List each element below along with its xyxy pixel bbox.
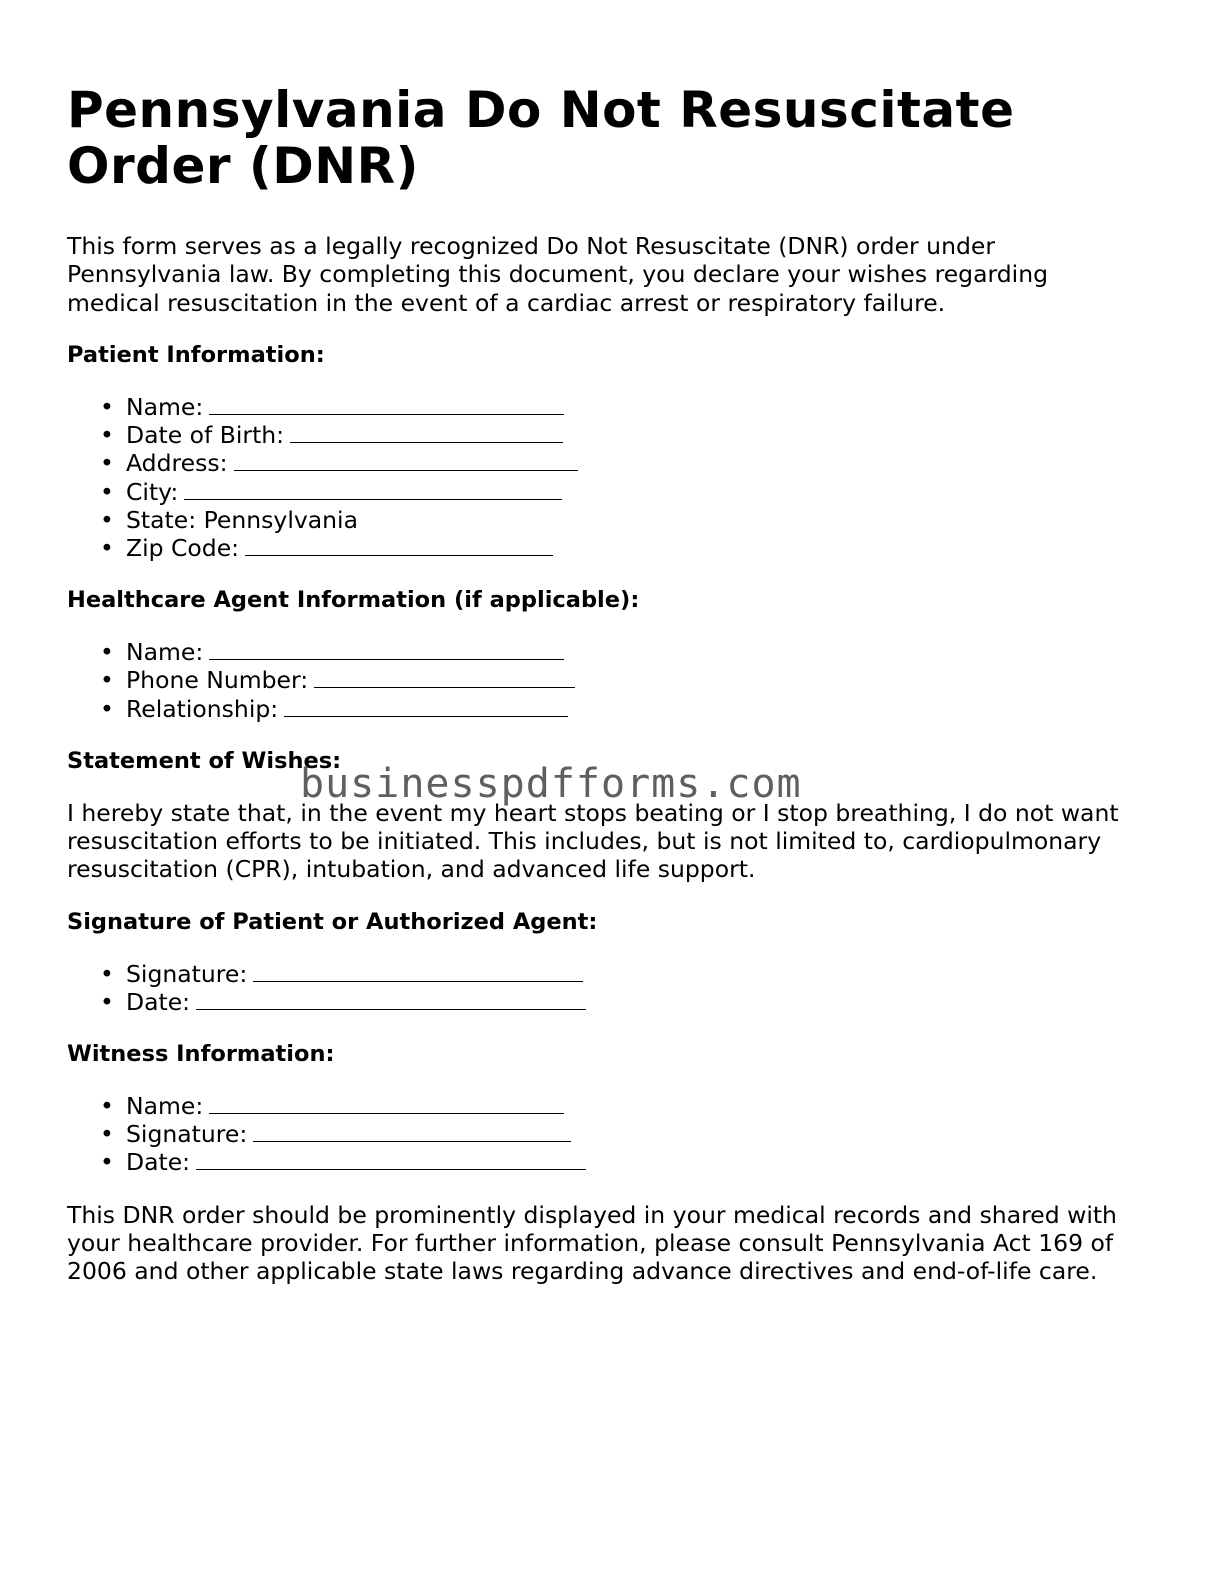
witness-heading: Witness Information: (67, 1041, 335, 1068)
patient-address-label: Address: (126, 449, 228, 478)
list-item (67, 449, 1147, 477)
witness-signature-field[interactable] (253, 1121, 571, 1142)
patient-state-value: State: Pennsylvania (126, 505, 358, 534)
patient-name-label: Name: (126, 392, 204, 421)
list-item (67, 478, 1147, 506)
wishes-heading: Statement of Wishes: (67, 747, 342, 774)
agent-name-label: Name: (126, 638, 204, 667)
list-item (67, 534, 1147, 562)
bullet-icon: • (100, 1120, 114, 1149)
bullet-icon: • (100, 477, 114, 506)
list-item (67, 988, 1147, 1016)
list-item (67, 666, 1147, 694)
bullet-icon: • (100, 421, 114, 450)
agent-info-heading: Healthcare Agent Information (if applicable): (67, 587, 640, 614)
signature-heading: Signature of Patient or Authorized Agent: (67, 908, 598, 935)
patient-date-field[interactable] (196, 989, 586, 1010)
witness-signature-label: Signature: (126, 1120, 248, 1149)
agent-phone-label: Phone Number: (126, 666, 309, 695)
patient-date-label: Date: (126, 987, 191, 1016)
patient-address-field[interactable] (234, 450, 578, 471)
patient-zip-label: Zip Code: (126, 533, 240, 562)
witness-list (67, 1092, 1147, 1177)
list-item (67, 393, 1147, 421)
watermark-text: businesspdfforms.com (300, 761, 802, 807)
patient-info-heading: Patient Information: (67, 341, 325, 368)
bullet-icon: • (100, 666, 114, 695)
witness-date-label: Date: (126, 1148, 191, 1177)
witness-date-field[interactable] (196, 1149, 586, 1170)
patient-city-field[interactable] (184, 479, 562, 500)
signature-list (67, 960, 1147, 1016)
patient-zip-field[interactable] (245, 535, 553, 556)
bullet-icon: • (100, 987, 114, 1016)
agent-phone-field[interactable] (314, 667, 575, 688)
witness-name-field[interactable] (209, 1093, 564, 1114)
bullet-icon: • (100, 959, 114, 988)
bullet-icon: • (100, 449, 114, 478)
agent-relationship-field[interactable] (284, 696, 568, 717)
list-item (67, 695, 1147, 723)
list-item (67, 421, 1147, 449)
list-item (67, 1092, 1147, 1120)
list-item (67, 1148, 1147, 1176)
agent-name-field[interactable] (209, 639, 564, 660)
list-item (67, 506, 1147, 534)
list-item (67, 638, 1147, 666)
document-page (67, 82, 1147, 1286)
patient-city-label: City: (126, 477, 179, 506)
witness-name-label: Name: (126, 1092, 204, 1121)
bullet-icon: • (100, 505, 114, 534)
bullet-icon: • (100, 638, 114, 667)
bullet-icon: • (100, 694, 114, 723)
list-item (67, 960, 1147, 988)
patient-dob-field[interactable] (290, 422, 563, 443)
agent-info-list (67, 638, 1147, 723)
bullet-icon: • (100, 1092, 114, 1121)
wishes-paragraph: I hereby state that, in the event my heart stops beating or I stop breathing, I do not want resuscitation efforts to be initiated. This includes, but is not limited to, cardiopulmonary resuscitation (CPR), intubation, and advanced life support. (67, 798, 1119, 884)
closing-paragraph: This DNR order should be prominently displayed in your medical records and shared with your healthcare provider. For further information, please consult Pennsylvania Act 169 of 2006 and other applicable state laws regarding advance directives and end-of-life care. (67, 1200, 1117, 1286)
bullet-icon: • (100, 392, 114, 421)
intro-paragraph: This form serves as a legally recognized Do Not Resuscitate (DNR) order under Pennsylvania law. By completing this document, you declare your wishes regarding medical resuscitation in the event of a cardiac arrest or respiratory failure. (67, 232, 1049, 317)
patient-name-field[interactable] (209, 394, 564, 415)
bullet-icon: • (100, 1148, 114, 1177)
list-item (67, 1120, 1147, 1148)
patient-signature-label: Signature: (126, 959, 248, 988)
patient-signature-field[interactable] (253, 961, 583, 982)
bullet-icon: • (100, 533, 114, 562)
page-title: Pennsylvania Do Not Resuscitate Order (DNR) (67, 81, 1015, 195)
patient-dob-label: Date of Birth: (126, 421, 285, 450)
patient-info-list (67, 393, 1147, 562)
agent-relationship-label: Relationship: (126, 694, 279, 723)
